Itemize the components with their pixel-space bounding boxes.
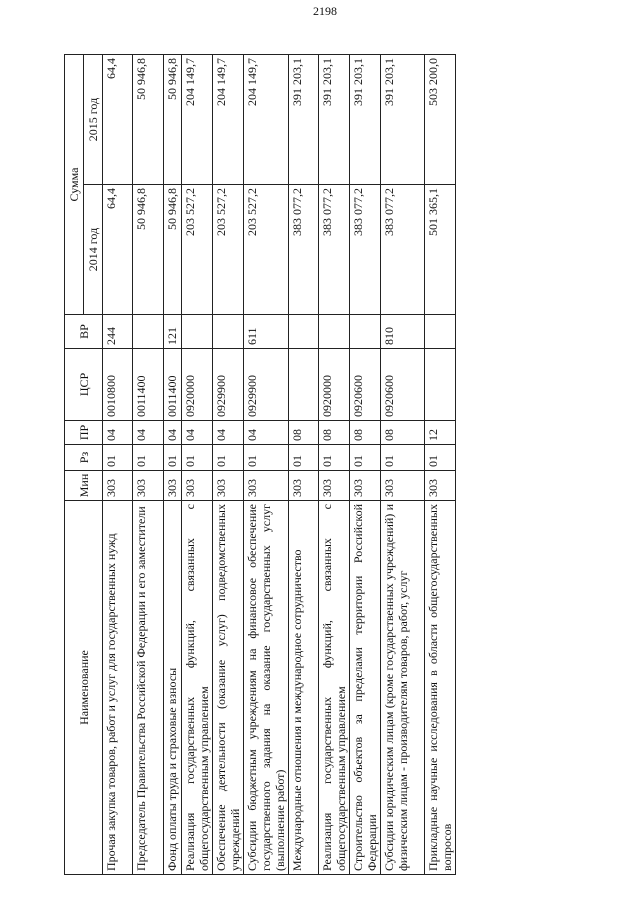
row-min: 303 — [350, 471, 381, 501]
row-vr — [319, 315, 350, 349]
row-name: Реализация государственных функций, связанных с общегосударственным управлением — [182, 501, 213, 875]
row-pr: 04 — [103, 421, 133, 445]
budget-table — [64, 54, 456, 875]
row-rz: 01 — [213, 445, 244, 471]
row-name: Председатель Правительства Российской Федерации и его заместители — [133, 501, 164, 875]
row-min: 303 — [381, 471, 425, 501]
table-row — [289, 54, 319, 874]
row-min: 303 — [164, 471, 182, 501]
row-rz: 01 — [164, 445, 182, 471]
row-rz: 01 — [381, 445, 425, 471]
header-pr: ПР — [65, 421, 103, 445]
row-rz: 01 — [289, 445, 319, 471]
table-row — [425, 54, 456, 874]
row-name: Субсидии юридическим лицам (кроме государственных учреждений) и физическим лицам - производителям товаров, работ, услуг — [381, 501, 425, 875]
row-value-2015: 391 203,1 — [289, 54, 319, 184]
row-vr: 244 — [103, 315, 133, 349]
row-value-2014: 203 527,2 — [244, 185, 289, 315]
row-rz: 01 — [244, 445, 289, 471]
row-name: Международные отношения и международное сотрудничество — [289, 501, 319, 875]
row-pr: 12 — [425, 421, 456, 445]
row-pr: 08 — [319, 421, 350, 445]
row-pr: 08 — [289, 421, 319, 445]
row-vr: 810 — [381, 315, 425, 349]
row-vr — [350, 315, 381, 349]
row-name: Реализация государственных функций, связанных с общегосударственным управлением — [319, 501, 350, 875]
header-summa: Сумма — [65, 54, 84, 314]
row-value-2015: 204 149,7 — [182, 54, 213, 184]
row-value-2014: 383 077,2 — [289, 185, 319, 315]
row-vr — [213, 315, 244, 349]
row-pr: 04 — [164, 421, 182, 445]
row-min: 303 — [289, 471, 319, 501]
row-rz: 01 — [103, 445, 133, 471]
row-name: Прочая закупка товаров, работ и услуг для государственных нужд — [103, 501, 133, 875]
row-csr: 0011400 — [133, 349, 164, 421]
row-csr: 0920600 — [350, 349, 381, 421]
table-row — [164, 54, 182, 874]
row-csr: 0920600 — [381, 349, 425, 421]
row-value-2014: 383 077,2 — [319, 185, 350, 315]
table-row — [244, 54, 289, 874]
row-value-2015: 50 946,8 — [133, 54, 164, 184]
row-vr — [182, 315, 213, 349]
header-min: Мин — [65, 471, 103, 501]
row-pr: 08 — [381, 421, 425, 445]
table-row — [319, 54, 350, 874]
row-min: 303 — [425, 471, 456, 501]
row-vr — [133, 315, 164, 349]
row-value-2014: 203 527,2 — [213, 185, 244, 315]
header-vr: ВР — [65, 315, 103, 349]
row-name: Обеспечение деятельности (оказание услуг) подведомственных учреждений — [213, 501, 244, 875]
row-name: Прикладные научные исследования в области общегосударственных вопросов — [425, 501, 456, 875]
row-min: 303 — [182, 471, 213, 501]
row-value-2014: 383 077,2 — [350, 185, 381, 315]
page-number: 2198 — [313, 4, 337, 18]
row-pr: 04 — [133, 421, 164, 445]
row-value-2014: 64,4 — [103, 185, 133, 315]
row-vr — [289, 315, 319, 349]
table-row — [381, 54, 425, 874]
row-csr: 0011400 — [164, 349, 182, 421]
table-row — [350, 54, 381, 874]
header-csr: ЦСР — [65, 349, 103, 421]
row-value-2014: 383 077,2 — [381, 185, 425, 315]
header-name: Наименование — [65, 501, 103, 875]
row-value-2014: 501 365,1 — [425, 185, 456, 315]
row-min: 303 — [319, 471, 350, 501]
row-pr: 04 — [244, 421, 289, 445]
row-pr: 08 — [350, 421, 381, 445]
row-csr — [289, 349, 319, 421]
row-value-2015: 64,4 — [103, 54, 133, 184]
row-pr: 04 — [213, 421, 244, 445]
row-min: 303 — [103, 471, 133, 501]
row-value-2014: 203 527,2 — [182, 185, 213, 315]
row-value-2015: 204 149,7 — [213, 54, 244, 184]
row-value-2015: 391 203,1 — [381, 54, 425, 184]
table-row — [213, 54, 244, 874]
row-min: 303 — [244, 471, 289, 501]
row-value-2015: 391 203,1 — [319, 54, 350, 184]
budget-table-rotated — [64, 55, 579, 875]
row-vr: 121 — [164, 315, 182, 349]
row-vr: 611 — [244, 315, 289, 349]
row-rz: 01 — [350, 445, 381, 471]
row-rz: 01 — [425, 445, 456, 471]
row-csr — [425, 349, 456, 421]
row-csr: 0010800 — [103, 349, 133, 421]
row-name: Строительство объектов за пределами территории Российской Федерации — [350, 501, 381, 875]
row-rz: 01 — [319, 445, 350, 471]
row-value-2015: 503 200,0 — [425, 54, 456, 184]
row-min: 303 — [213, 471, 244, 501]
row-name: Фонд оплаты труда и страховые взносы — [164, 501, 182, 875]
row-csr: 0920000 — [319, 349, 350, 421]
row-name: Субсидии бюджетным учреждениям на финансовое обеспечение государственного задания на оказание государственных услуг (выполнение работ) — [244, 501, 289, 875]
row-csr: 0929900 — [244, 349, 289, 421]
header-2015: 2015 год — [84, 54, 103, 184]
header-2014: 2014 год — [84, 185, 103, 315]
row-value-2015: 204 149,7 — [244, 54, 289, 184]
row-rz: 01 — [182, 445, 213, 471]
row-rz: 01 — [133, 445, 164, 471]
row-csr: 0929900 — [213, 349, 244, 421]
table-row — [133, 54, 164, 874]
row-vr — [425, 315, 456, 349]
row-value-2015: 391 203,1 — [350, 54, 381, 184]
table-row — [103, 54, 133, 874]
row-value-2014: 50 946,8 — [164, 185, 182, 315]
row-pr: 04 — [182, 421, 213, 445]
row-value-2014: 50 946,8 — [133, 185, 164, 315]
table-row — [182, 54, 213, 874]
row-csr: 0920000 — [182, 349, 213, 421]
row-value-2015: 50 946,8 — [164, 54, 182, 184]
header-rz: Рз — [65, 445, 103, 471]
row-min: 303 — [133, 471, 164, 501]
